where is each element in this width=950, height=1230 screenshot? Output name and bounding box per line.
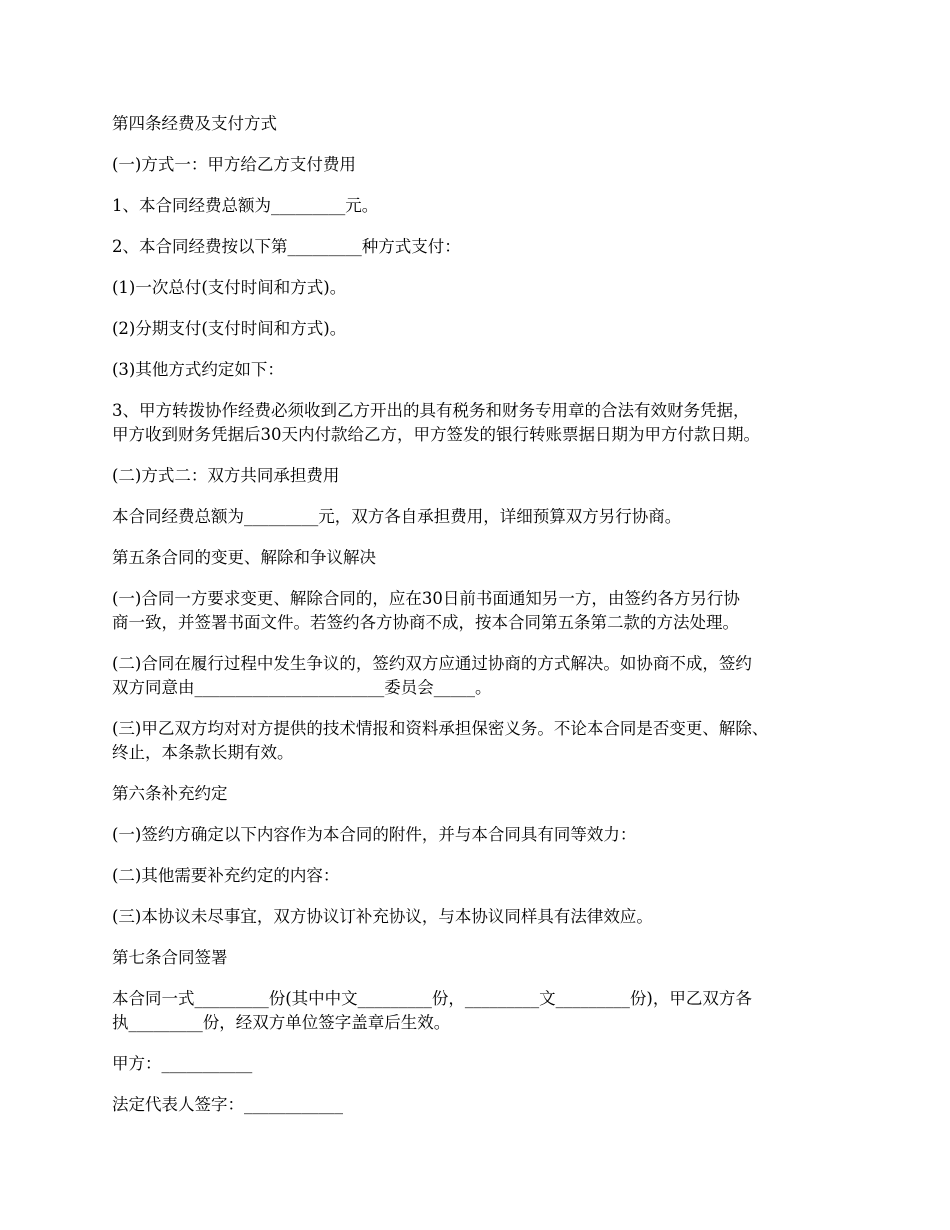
paragraph-line: 双方同意由_______________________委员会_____。 [112,678,492,697]
paragraph-line: (二)合同在履行过程中发生争议的，签约双方应通过协商的方式解决。如协商不成，签约 [112,654,752,673]
paragraph-line: (1)一次总付(支付时间和方式)。 [112,278,347,297]
paragraph [112,317,852,341]
paragraph [112,1093,852,1117]
paragraph-line: (三)甲乙双方均对对方提供的技术情报和资料承担保密义务。不论本合同是否变更、解除、 [112,719,769,738]
paragraph-line: (一)合同一方要求变更、解除合同的，应在30日前书面通知另一方，由签约各方另行协 [112,589,740,608]
paragraph [112,864,852,888]
paragraph-line: 甲方：___________ [112,1054,253,1073]
paragraph-line: (3)其他方式约定如下： [112,360,284,379]
paragraph-line: 3、甲方转拨协作经费必须收到乙方开出的具有税务和财务专用章的合法有效财务凭据， [112,401,750,420]
paragraph-line: (一)方式一：甲方给乙方支付费用 [112,155,356,174]
paragraph-line: (2)分期支付(支付时间和方式)。 [112,319,347,338]
paragraph [112,399,852,447]
paragraph [112,652,852,700]
paragraph [112,587,852,635]
paragraph-line: 商一致，并签署书面文件。若签约各方协商不成，按本合同第五条第二款的方法处理。 [112,613,739,632]
paragraph [112,153,852,177]
paragraph-line: 第六条补充约定 [112,784,228,803]
paragraph [112,505,852,529]
paragraph [112,823,852,847]
paragraph [112,987,852,1035]
paragraph [112,717,852,765]
paragraph-line: 第四条经费及支付方式 [112,114,277,133]
paragraph-line: 本合同经费总额为_________元，双方各自承担费用，详细预算双方另行协商。 [112,507,682,526]
paragraph-line: (一)签约方确定以下内容作为本合同的附件，并与本合同具有同等效力： [112,825,637,844]
paragraph [112,464,852,488]
paragraph [112,1052,852,1076]
paragraph [112,782,852,806]
paragraph-line: (二)其他需要补充约定的内容： [112,866,340,885]
paragraph-line: 第七条合同签署 [112,948,228,967]
paragraph-line: (二)方式二：双方共同承担费用 [112,466,340,485]
paragraph-line: 甲方收到财务凭据后30天内付款给乙方，甲方签发的银行转账票据日期为甲方付款日期。 [112,425,760,444]
paragraph-line: 终止，本条款长期有效。 [112,743,294,762]
document-body [112,112,852,1134]
paragraph-line: 1、本合同经费总额为_________元。 [112,196,379,215]
paragraph [112,235,852,259]
paragraph-line: 第五条合同的变更、解除和争议解决 [112,548,376,567]
paragraph [112,358,852,382]
paragraph [112,194,852,218]
paragraph-line: 2、本合同经费按以下第_________种方式支付： [112,237,461,256]
paragraph [112,905,852,929]
paragraph [112,112,852,136]
paragraph [112,946,852,970]
paragraph [112,276,852,300]
paragraph-line: (三)本协议未尽事宜，双方协议订补充协议，与本协议同样具有法律效应。 [112,907,653,926]
paragraph-line: 本合同一式_________份(其中中文_________份，_________文_________份)，甲乙双方各 [112,989,752,1008]
paragraph [112,546,852,570]
paragraph-line: 法定代表人签字：____________ [112,1095,343,1114]
paragraph-line: 执_________份，经双方单位签字盖章后生效。 [112,1013,451,1032]
